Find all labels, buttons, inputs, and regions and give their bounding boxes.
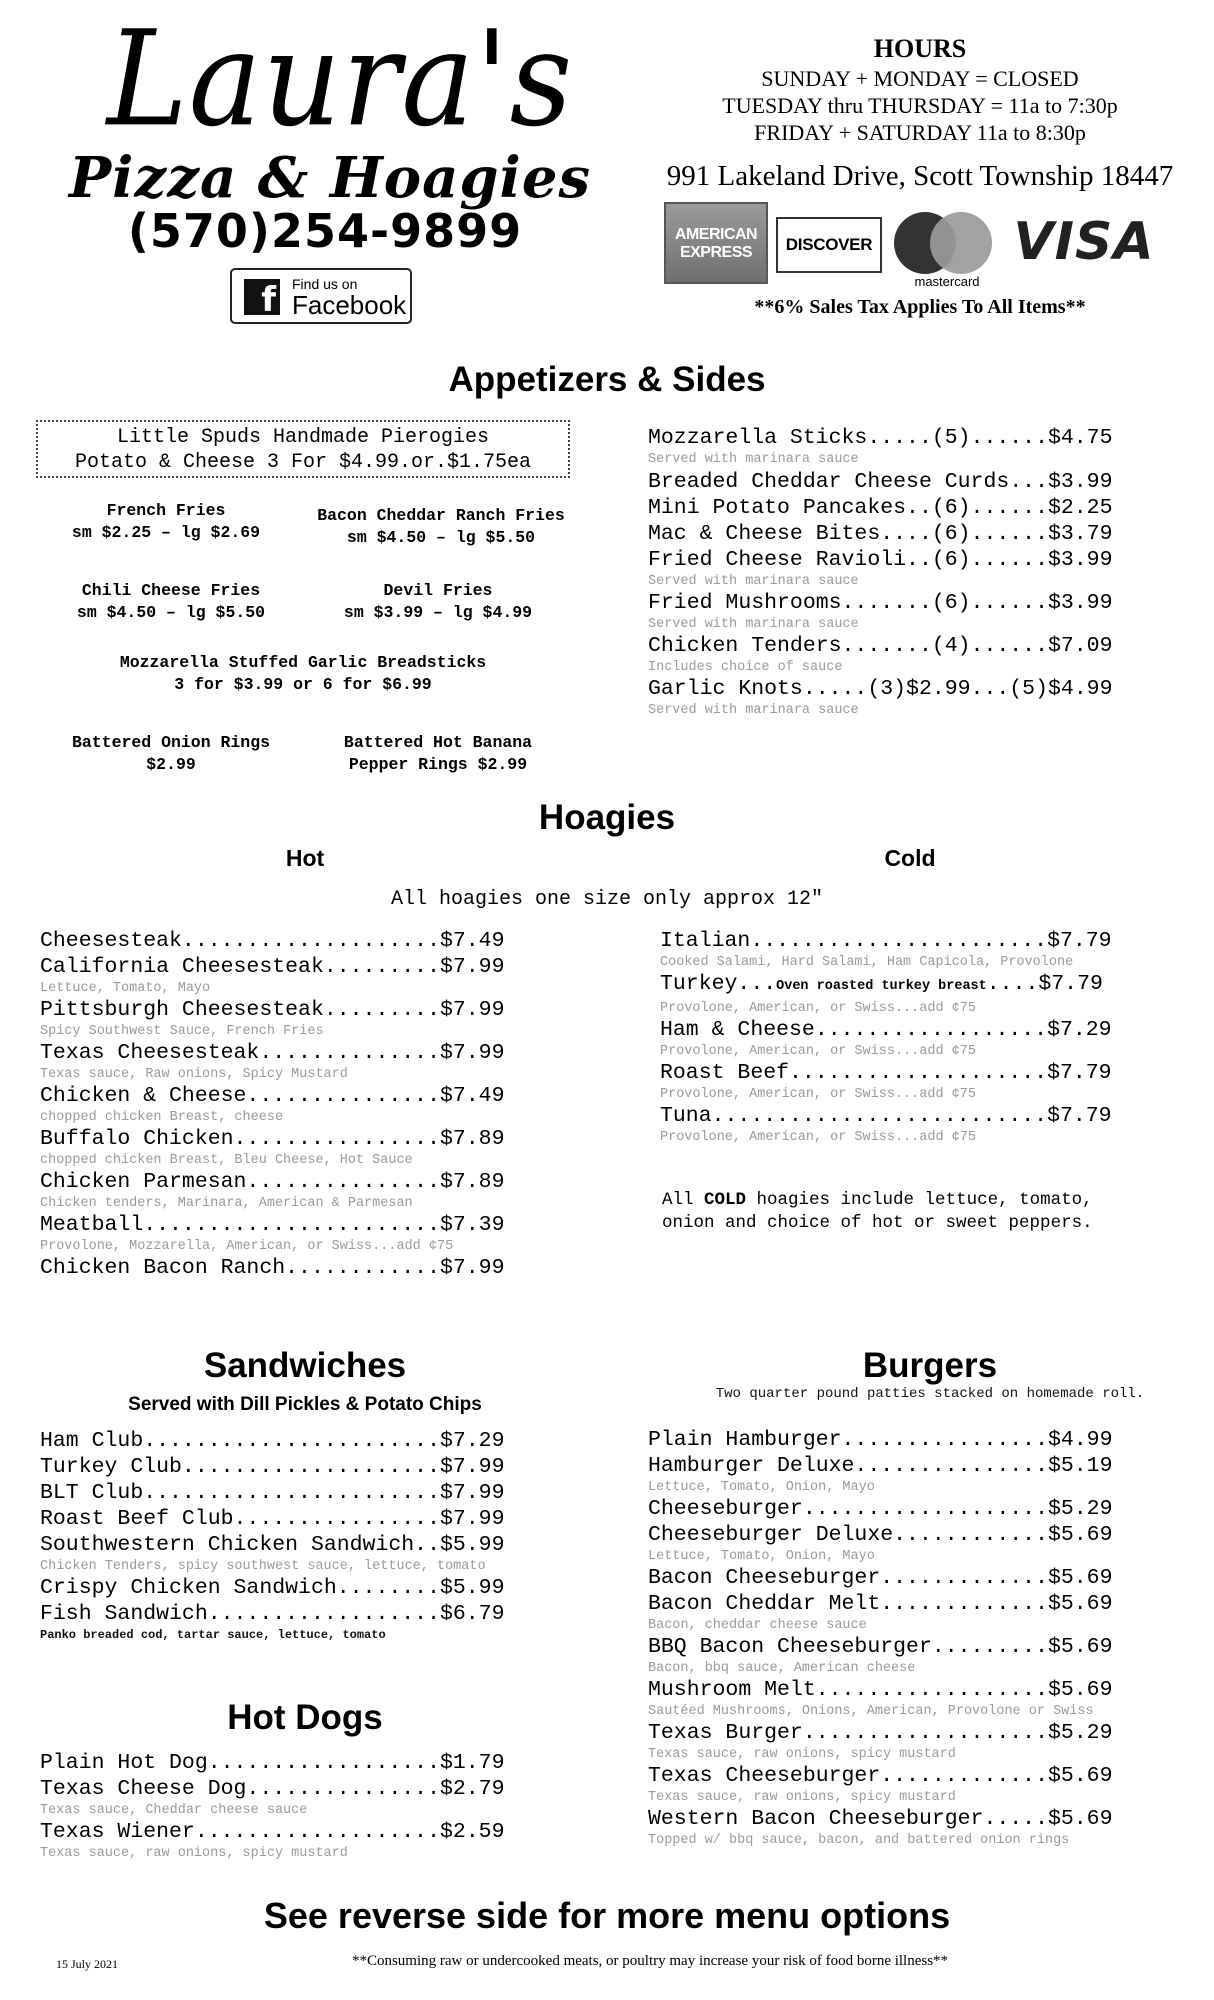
logo-name: Laura's (106, 2, 574, 156)
menu-item-desc: Lettuce, Tomato, Onion, Mayo (648, 1549, 875, 1564)
menu-item: Pittsburgh Cheesesteak.........$7.99 (40, 998, 505, 1022)
menu-item-price: ....$7.79 (986, 972, 1103, 996)
menu-item: Cheeseburger...................$5.29 (648, 1497, 1113, 1521)
app-item-price: sm $3.99 – lg $4.99 (343, 603, 533, 622)
visa-card-icon: VISA (1013, 212, 1155, 272)
mastercard-label: mastercard (914, 274, 980, 289)
menu-item: California Cheesesteak.........$7.99 (40, 955, 505, 979)
menu-item: Buffalo Chicken................$7.89 (40, 1127, 505, 1151)
menu-item: Southwestern Chicken Sandwich..$5.99 (40, 1533, 505, 1557)
app-item-price: sm $2.25 – lg $2.69 (71, 523, 261, 542)
hoagies-hot-label: Hot (285, 845, 325, 871)
cold-note-emphasis: COLD (704, 1190, 747, 1210)
phone-number: (570)254-9899 (127, 204, 523, 258)
pierogies-line1: Little Spuds Handmade Pierogies (116, 426, 490, 449)
app-item-garlic-breadsticks (36, 652, 570, 696)
menu-item: Texas Cheesesteak..............$7.99 (40, 1041, 505, 1065)
hours-line: SUNDAY + MONDAY = CLOSED (761, 66, 1079, 91)
app-item-devil-fries (306, 580, 570, 624)
menu-item: Cheesesteak....................$7.49 (40, 929, 505, 953)
mastercard-icon (892, 212, 1002, 288)
menu-item-desc: Texas sauce, raw onions, spicy mustard (648, 1747, 956, 1762)
menu-item: Mozzarella Sticks.....(5)......$4.75 (648, 426, 1113, 450)
hours-line: FRIDAY + SATURDAY 11a to 8:30p (754, 120, 1086, 145)
menu-item-desc: Provolone, American, or Swiss...add ¢75 (660, 1130, 976, 1145)
menu-item: Roast Beef Club................$7.99 (40, 1507, 505, 1531)
menu-item: Ham Club.......................$7.29 (40, 1429, 505, 1453)
app-item-price: 3 for $3.99 or 6 for $6.99 (174, 675, 432, 694)
menu-item-name: Turkey... (660, 972, 777, 996)
app-item-name: Chili Cheese Fries (81, 581, 261, 600)
reverse-side-note: See reverse side for more menu options (263, 1895, 951, 1936)
menu-item: Crispy Chicken Sandwich........$5.99 (40, 1576, 505, 1600)
menu-item: Texas Wiener...................$2.59 (40, 1820, 505, 1844)
menu-item: Chicken Bacon Ranch............$7.99 (40, 1256, 505, 1280)
menu-item-desc: Provolone, Mozzarella, American, or Swiss...add ¢75 (40, 1239, 454, 1254)
mastercard-circle-right (930, 212, 992, 274)
menu-item-desc: Panko breaded cod, tartar sauce, lettuce, tomato (40, 1628, 386, 1642)
burgers-subtitle: Two quarter pound patties stacked on homemade roll. (715, 1386, 1145, 1402)
app-item-price: $2.99 (146, 755, 196, 774)
menu-item-desc: chopped chicken Breast, cheese (40, 1110, 284, 1125)
menu-item-desc: Provolone, American, or Swiss...add ¢75 (660, 1001, 976, 1016)
food-safety-warning: **Consuming raw or undercooked meats, or poultry may increase your risk of food borne illness** (351, 1953, 949, 1969)
menu-item (660, 971, 1214, 1000)
hotdogs-title: Hot Dogs (227, 1698, 383, 1737)
app-item-onion-rings (36, 732, 306, 776)
menu-item-desc: Cooked Salami, Hard Salami, Ham Capicola, Provolone (660, 955, 1074, 970)
cold-hoagies-note (662, 1189, 1202, 1235)
hotdogs-list (40, 1750, 620, 1862)
discover-card-icon: DISCOVER (776, 217, 882, 273)
hours-line: TUESDAY thru THURSDAY = 11a to 7:30p (722, 93, 1118, 118)
menu-item: Fried Cheese Ravioli..(6)......$3.99 (648, 548, 1113, 572)
amex-line1: AMERICAN (674, 226, 758, 243)
sandwiches-title: Sandwiches (203, 1346, 407, 1385)
menu-item: Texas Cheeseburger.............$5.69 (648, 1764, 1113, 1788)
menu-item-desc: Served with marinara sauce (648, 703, 859, 718)
app-item-price: sm $4.50 – lg $5.50 (76, 603, 266, 622)
menu-item: Mushroom Melt..................$5.69 (648, 1678, 1113, 1702)
facebook-badge[interactable] (230, 268, 412, 324)
menu-item: Garlic Knots.....(3)$2.99...(5)$4.99 (648, 677, 1113, 701)
menu-date: 15 July 2021 (56, 1957, 119, 1971)
sandwiches-subtitle: Served with Dill Pickles & Potato Chips (128, 1394, 482, 1415)
app-item-name: Bacon Cheddar Ranch Fries (317, 506, 565, 525)
menu-item-desc: Provolone, American, or Swiss...add ¢75 (660, 1044, 976, 1059)
menu-item-desc: Texas sauce, raw onions, spicy mustard (40, 1846, 348, 1861)
menu-item-desc: Texas sauce, Cheddar cheese sauce (40, 1803, 308, 1818)
menu-item: Bacon Cheddar Melt.............$5.69 (648, 1592, 1113, 1616)
amex-card-icon (664, 202, 768, 284)
menu-item-desc: Served with marinara sauce (648, 617, 859, 632)
menu-item: Mac & Cheese Bites....(6)......$3.79 (648, 522, 1113, 546)
cold-note-part: All (662, 1190, 705, 1210)
sandwiches-list (40, 1428, 620, 1644)
menu-item: Plain Hamburger................$4.99 (648, 1428, 1113, 1452)
menu-item: Roast Beef....................$7.79 (660, 1061, 1112, 1085)
menu-item: Turkey Club....................$7.99 (40, 1455, 505, 1479)
menu-item: Hamburger Deluxe...............$5.19 (648, 1454, 1113, 1478)
menu-item-desc: Bacon, bbq sauce, American cheese (648, 1661, 916, 1676)
hoagies-title: Hoagies (538, 798, 676, 837)
cold-note-part: hoagies include lettuce, tomato, (746, 1190, 1093, 1210)
menu-item-desc: Includes choice of sauce (648, 660, 843, 675)
amex-line2: EXPRESS (679, 244, 753, 261)
menu-item: Chicken & Cheese...............$7.49 (40, 1084, 505, 1108)
menu-item-desc: Bacon, cheddar cheese sauce (648, 1618, 867, 1633)
menu-item: BLT Club.......................$7.99 (40, 1481, 505, 1505)
menu-item-desc: Chicken Tenders, spicy southwest sauce, lettuce, tomato (40, 1559, 486, 1574)
app-item-name: French Fries (106, 501, 226, 520)
menu-item-desc: Chicken tenders, Marinara, American & Parmesan (40, 1196, 413, 1211)
menu-item: Fish Sandwich..................$6.79 (40, 1602, 505, 1626)
burgers-list (648, 1427, 1214, 1849)
menu-item-desc: Lettuce, Tomato, Mayo (40, 981, 211, 996)
menu-item-desc: Topped w/ bbq sauce, bacon, and battered onion rings (648, 1833, 1070, 1848)
menu-item: BBQ Bacon Cheeseburger.........$5.69 (648, 1635, 1113, 1659)
appetizers-right-list (648, 425, 1208, 719)
hours-title: HOURS (873, 34, 967, 63)
menu-item: Chicken Tenders.......(4)......$7.09 (648, 634, 1113, 658)
menu-item: Fried Mushrooms.......(6)......$3.99 (648, 591, 1113, 615)
facebook-small-text: Find us on (292, 276, 358, 292)
menu-item: Cheeseburger Deluxe............$5.69 (648, 1523, 1113, 1547)
menu-item-desc: Lettuce, Tomato, Onion, Mayo (648, 1480, 875, 1495)
pierogies-line2: Potato & Cheese 3 For $4.99.or.$1.75ea (74, 451, 532, 474)
hot-hoagies-list (40, 928, 620, 1281)
menu-item-desc: Served with marinara sauce (648, 452, 859, 467)
menu-item: Mini Potato Pancakes..(6)......$2.25 (648, 496, 1113, 520)
menu-item: Plain Hot Dog..................$1.79 (40, 1751, 505, 1775)
hoagies-cold-label: Cold (884, 845, 936, 871)
menu-item-desc: Spicy Southwest Sauce, French Fries (40, 1024, 324, 1039)
menu-item-desc: Texas sauce, Raw onions, Spicy Mustard (40, 1067, 348, 1082)
app-item-name: Devil Fries (383, 581, 493, 600)
menu-item: Tuna..........................$7.79 (660, 1104, 1112, 1128)
menu-item: Breaded Cheddar Cheese Curds...$3.99 (648, 470, 1113, 494)
app-item-bacon-cheddar-ranch-fries (296, 505, 586, 549)
menu-item: Ham & Cheese..................$7.29 (660, 1018, 1112, 1042)
cold-hoagies-list (660, 928, 1214, 1146)
menu-item-desc: Served with marinara sauce (648, 574, 859, 589)
menu-item-desc: Sautéed Mushrooms, Onions, American, Provolone or Swiss (648, 1704, 1094, 1719)
app-item-french-fries (36, 500, 296, 544)
burgers-title: Burgers (862, 1346, 998, 1385)
menu-item-desc: Provolone, American, or Swiss...add ¢75 (660, 1087, 976, 1102)
app-item-price: Pepper Rings $2.99 (348, 755, 528, 774)
appetizers-title: Appetizers & Sides (448, 360, 766, 399)
menu-item-desc: chopped chicken Breast, Bleu Cheese, Hot Sauce (40, 1153, 413, 1168)
menu-item: Italian.......................$7.79 (660, 929, 1112, 953)
app-item-banana-pepper-rings (306, 732, 570, 776)
hoagies-size-note: All hoagies one size only approx 12" (390, 888, 824, 911)
app-item-chili-cheese-fries (36, 580, 306, 624)
menu-item: Meatball.......................$7.39 (40, 1213, 505, 1237)
logo-subtitle: Pizza & Hoagies (69, 145, 591, 211)
app-item-name: Mozzarella Stuffed Garlic Breadsticks (119, 653, 487, 672)
menu-item: Chicken Parmesan...............$7.89 (40, 1170, 505, 1194)
facebook-icon: f (244, 279, 280, 315)
app-item-name: Battered Onion Rings (71, 733, 271, 752)
menu-item: Bacon Cheeseburger.............$5.69 (648, 1566, 1113, 1590)
menu-item: Texas Cheese Dog...............$2.79 (40, 1777, 505, 1801)
menu-item-desc: Texas sauce, raw onions, spicy mustard (648, 1790, 956, 1805)
address: 991 Lakeland Drive, Scott Township 18447 (666, 160, 1174, 192)
app-item-price: sm $4.50 – lg $5.50 (346, 528, 536, 547)
cold-note-line1 (662, 1189, 1202, 1212)
app-item-name: Battered Hot Banana (343, 733, 533, 752)
menu-item: Texas Burger...................$5.29 (648, 1721, 1113, 1745)
pierogies-box (36, 420, 570, 478)
menu-item-inline-desc: Oven roasted turkey breast (776, 979, 987, 994)
menu-item: Western Bacon Cheeseburger.....$5.69 (648, 1807, 1113, 1831)
cold-note-line2: onion and choice of hot or sweet peppers. (662, 1213, 1093, 1233)
tax-note: **6% Sales Tax Applies To All Items** (754, 296, 1086, 318)
facebook-big-text: Facebook (292, 290, 407, 320)
